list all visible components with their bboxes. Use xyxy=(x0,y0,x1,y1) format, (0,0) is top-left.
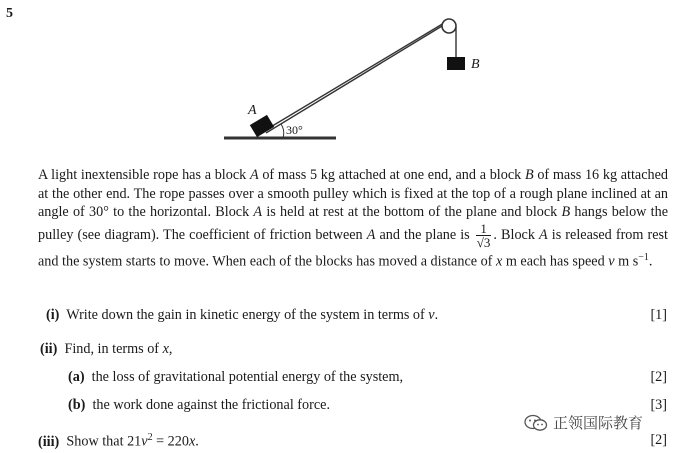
part-iii: (iii) Show that $21v^2 = 220x$. xyxy=(38,432,199,450)
marks-part-i: [1] xyxy=(650,307,667,323)
marks-part-iii: [2] xyxy=(650,432,667,448)
friction-fraction: $\frac{1}{√3}$ xyxy=(476,220,491,250)
question-number: 5 xyxy=(6,6,13,21)
marks-part-ii-a: [2] xyxy=(650,369,667,385)
watermark: 正领国际教育 xyxy=(524,412,643,433)
label-a: A xyxy=(248,103,257,118)
part-ii-a: (a) the loss of gravitational potential energy of the system, xyxy=(68,369,404,385)
block-b xyxy=(447,57,465,70)
part-i: (i) Write down the gain in kinetic energy of the system in terms of v. xyxy=(46,307,439,323)
part-ii: (ii) Find, in terms of x, xyxy=(40,341,173,357)
angle-arc xyxy=(281,124,284,138)
pulley xyxy=(442,19,456,33)
rope-on-plane xyxy=(269,20,449,128)
angle-label: 30° xyxy=(286,123,303,137)
label-b: B xyxy=(471,57,480,72)
inclined-plane-diagram xyxy=(0,0,673,160)
wechat-icon xyxy=(524,414,548,432)
incline-plane xyxy=(266,23,447,133)
part-ii-b: (b) the work done against the frictional force. xyxy=(68,397,330,413)
block-a xyxy=(250,115,274,137)
marks-part-ii-b: [3] xyxy=(650,397,667,413)
question-stem: A light inextensible rope has a block A of mass 5 kg attached at one end, and a block B of mass 16 kg attached at the other end. The rope passes over a smooth pulley which is fixed at the top of a rough plane inclined at an angle of 30° to the horizontal. Block A is held at rest at the bottom of the plane and block B hangs below the pulley (see diagram). The coefficient of friction between A and the plane is $\frac{1}{√3}$ . Block A is released from rest and the system starts to move. When each of the blocks has moved a distance of x m each has speed v m $s^{-1}$. xyxy=(38,167,669,270)
